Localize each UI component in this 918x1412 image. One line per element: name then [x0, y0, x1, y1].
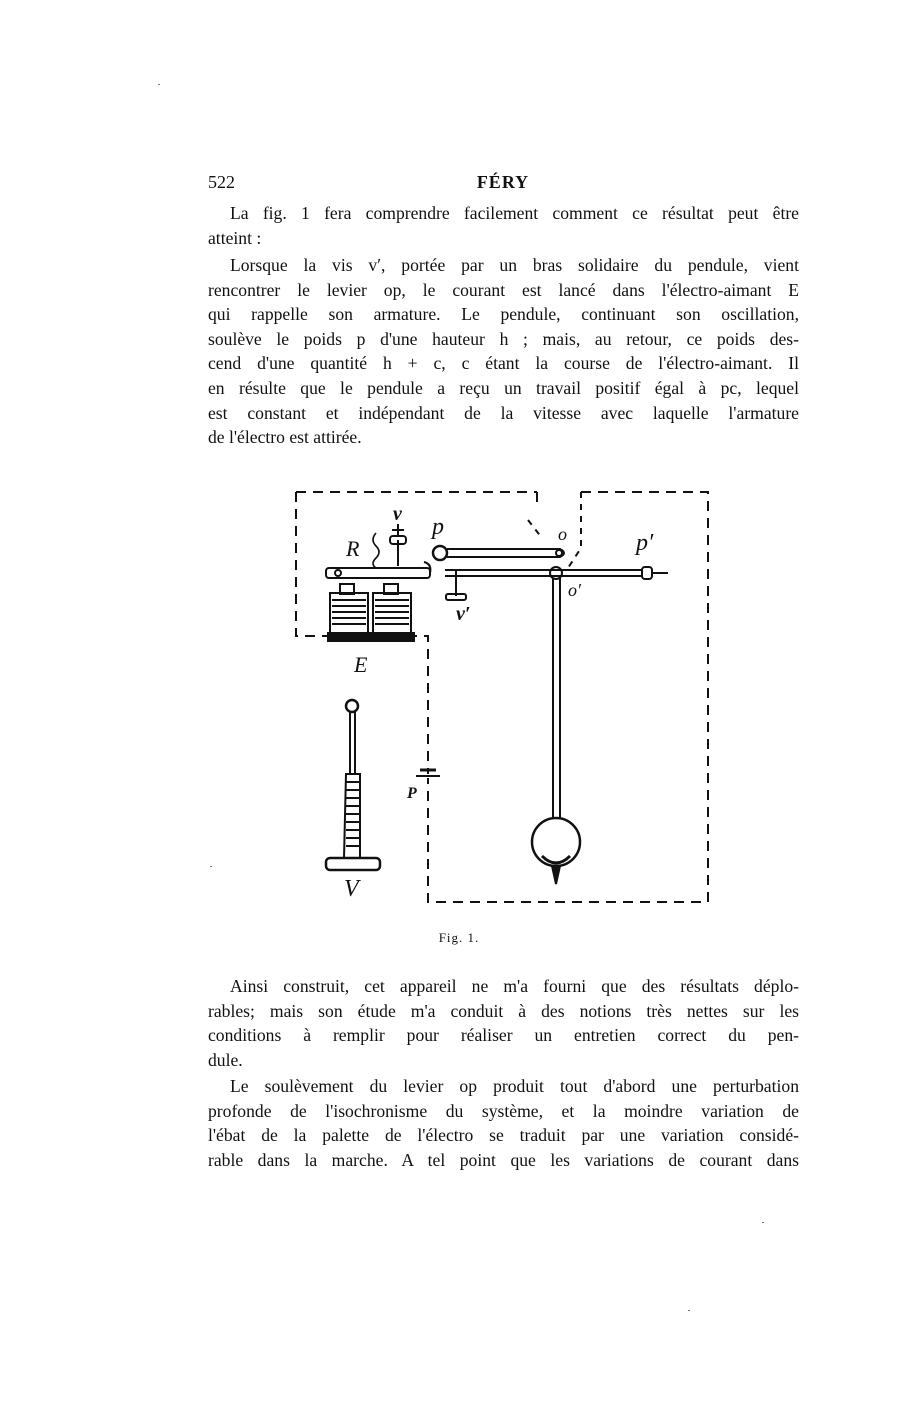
paragraph-1	[208, 201, 799, 250]
text-line: soulève le poids p d'une hauteur h ; mais, au retour, ce poids des-	[208, 328, 799, 349]
page-header	[208, 172, 798, 198]
label-P: P	[407, 785, 417, 802]
pendulum-crossarm	[445, 567, 668, 600]
label-R: R	[346, 536, 360, 561]
text-line: Ainsi construit, cet appareil ne m'a fourni que des résultats déplo-	[230, 976, 799, 996]
text-line: profonde de l'isochronisme du système, et la moindre variation de	[208, 1100, 799, 1121]
label-v-prime: v′	[456, 603, 471, 625]
figure-caption: Fig. 1.	[438, 930, 480, 945]
text-line: rables; mais son étude m'a conduit à des notions très nettes sur les	[208, 1000, 799, 1021]
text-line: La fig. 1 fera comprendre facilement comment ce résultat peut être	[230, 203, 799, 223]
label-p-prime: p′	[636, 530, 654, 556]
scan-speck	[158, 84, 160, 85]
label-o-prime: o′	[568, 580, 581, 600]
text-line: l'ébat de la palette de l'électro se traduit par une variation considé-	[208, 1125, 799, 1146]
electromagnet-E	[328, 584, 414, 641]
armature	[326, 524, 430, 578]
scan-speck	[688, 1310, 690, 1311]
circuit-wire-right	[428, 492, 708, 902]
apparatus-diagram	[280, 478, 720, 918]
paragraph-2	[208, 253, 799, 450]
text-line: rencontrer le levier op, le courant est lancé dans l'électro-aimant E	[208, 279, 799, 300]
text-line: est constant et indépendant de la vitesse avec laquelle l'armature	[208, 402, 799, 423]
label-v: v	[393, 503, 402, 525]
scan-speck	[210, 866, 212, 867]
text-line: de l'électro est attirée.	[208, 427, 362, 448]
text-line: atteint :	[208, 227, 262, 248]
text-line: rable dans la marche. A tel point que les variations de courant dans	[208, 1149, 799, 1170]
text-line: qui rappelle son armature. Le pendule, continuant son oscillation,	[208, 304, 799, 325]
weight-stand-V	[326, 700, 380, 870]
lever-op	[433, 546, 564, 560]
label-V: V	[344, 876, 359, 902]
paragraph-3	[208, 974, 799, 1072]
figure-1	[280, 478, 720, 918]
label-o: o	[558, 524, 567, 544]
text-line: en résulte que le pendule a reçu un travail positif égal à pc, lequel	[208, 377, 799, 398]
text-line: dule.	[208, 1049, 243, 1070]
text-line: conditions à remplir pour réaliser un entretien correct du pen-	[208, 1025, 799, 1046]
running-title: FÉRY	[476, 172, 530, 192]
label-E: E	[354, 652, 368, 677]
page-number: 522	[208, 172, 235, 192]
text-line: cend d'une quantité h + c, c étant la course de l'électro-aimant. Il	[208, 353, 799, 374]
text-line: Lorsque la vis v′, portée par un bras solidaire du pendule, vient	[230, 255, 799, 275]
label-p: p	[432, 514, 444, 540]
scan-speck	[762, 1222, 764, 1223]
text-line: Le soulèvement du levier op produit tout d'abord une perturbation	[230, 1076, 799, 1096]
pendulum	[532, 578, 580, 884]
paragraph-4	[208, 1074, 799, 1172]
